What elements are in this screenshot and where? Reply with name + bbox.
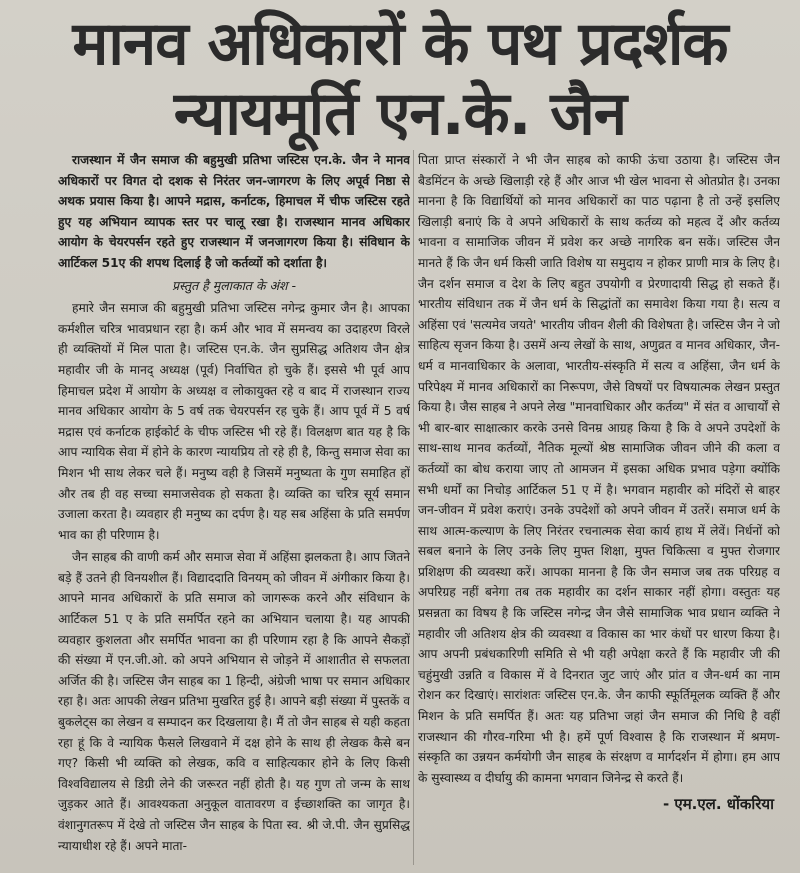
author-byline: - एम.एल. धोंकरिया	[662, 795, 774, 814]
column-divider	[413, 150, 414, 865]
interview-subheading: प्रस्तुत है मुलाकात के अंश -	[171, 277, 297, 293]
body-paragraph-3: पिता प्राप्त संस्कारों ने भी जैन साहब को काफी ऊंचा उठाया है। जस्टिस जैन बैडमिंटन के अच्छे खिलाड़ी रहे हैं और आज भी खेल भावना से ओतप्रोत है। उनका मानना है कि विद्यार्थियों को मानव अधिकारों का पाठ पढ़ाना है तो उन्हें इसलिए खिलाड़ी बनाएं कि वे अपने अधिकारों के साथ कर्तव्य को महत्व दें और कर्तव्य भावना व सामाजिक जीवन में प्रवेश कर अच्छे नागरिक बन सकें। जस्टिस जैन मानते हैं कि जैन धर्म किसी जाति विशेष या समुदाय न होकर प्राणी मात्र के लिए है। जैन दर्शन समाज व देश के लिए बहुत उपयोगी व प्रेरणादायी सिद्ध हो सकते हैं। भारतीय संविधान तक में जैन धर्म के सिद्धांतों का समावेश किया गया है। सत्य व अहिंसा एवं 'सत्यमेव जयते' भारतीय जीवन शैली की विशेषता है। जस्टिस जैन ने जो साहित्य सृजन किया है। उसमें अन्य लेखों के साथ, अणुव्रत व मानव अधिकार, जैन-धर्म व मानवाधिकार के अलावा, भारतीय-संस्कृति में सत्य व अहिंसा, जैन धर्म के परिपेक्ष्य में मानव अधिकारों का निरूपण, जैसे विषयों पर विषयात्मक लेखन प्रस्तुत किया है। जैस साहब ने अपने लेख "मानवाधिकार और कर्तव्य" में संत व आचार्यों से भी बार-बार साक्षात्कार करके उनसे विनम्र आग्रह किया है कि वे अपने उपदेशों के साथ-साथ मानव कर्तव्यों, नैतिक मूल्यों श्रेष्ठ सामाजिक जीवन जीने की कला व कर्तव्यों का बोध कराया जाए तो आमजन में इसका अधिक प्रभाव पड़ेगा क्योंकि सभी धर्मों का निचोड़ आर्टिकल 51 ए में है। भगवान महावीर को मंदिरों से बाहर जन-जीवन में प्रवेश कराएं। उनके उपदेशों को अपने जीवन में उतरें। समाज धर्म के साथ आत्म-कल्याण के लिए निरंतर रचनात्मक सेवा कार्य हाथ में लेवें। निर्धनों को सबल बनाने के लिए उनके लिए मुफ्त शिक्षा, मुफ्त चिकित्सा व मुफ्त रोजगार प्रशिक्षण की व्यवस्था करें। आपका मानना है कि जैन समाज जब तक परिग्रह व अपरिग्रह नहीं बनेगा तब तक महावीर का दर्शन साकार नहीं होगा। वस्तुतः यह प्रसन्नता का विषय है कि जस्टिस नगेन्द्र जैन जैसे सामाजिक भाव प्रधान व्यक्ति ने महावीर जी अतिशय क्षेत्र की व्यवस्था व विकास का भार कंधों पर धारण किया है। आप अपनी प्रबंधकारिणी समिति से भी यही अपेक्षा करते हैं कि महावीर जी की चहुंमुखी उन्नति व विकास में वे दिनरात जुट जाएं और प्रांत व जैन-धर्म का नाम रोशन कर दिखाएं। सारांशतः जस्टिस एन.के. जैन काफी स्फूर्तिमूलक व्यक्ति हैं और मिशन के प्रति समर्पित हैं। अतः यह प्रतिभा जहां जैन समाज की निधि है वहीं राजस्थान की गौरव-गरिमा भी है। हमें पूर्ण विश्वास है कि राजस्थान में श्रमण-संस्कृति का उन्नयन कर्मयोगी जैन साहब के संरक्षण व मार्गदर्शन में होगा। हम आप के सुस्वास्थ्य व दीर्घायु की कामना भगवान जिनेन्द्र से करते हैं।	[418, 153, 780, 785]
article-column-left	[58, 150, 410, 865]
body-paragraph-1: हमारे जैन समाज की बहुमुखी प्रतिभा जस्टिस नगेन्द्र कुमार जैन है। आपका कर्मशील चरित्र भावप्रधान रहा है। कर्म और भाव में समन्वय का उदाहरण विरले ही व्यक्तियों में मिल पाता है। जस्टिस एन.के. जैन सुप्रसिद्ध अतिशय जैन क्षेत्र महावीर जी के मानद् अध्यक्ष (पूर्व) निर्वाचित हो चुके हैं। इससे भी पूर्व आप हिमाचल प्रदेश में आयोग के अध्यक्ष व लोकायुक्त रहे व बाद में राजस्थान राज्य मानव अधिकार आयोग के 5 वर्ष तक चेयरपर्सन रह चुके हैं। आप पूर्व में 5 वर्ष मद्रास एवं कर्नाटक हाईकोर्ट के चीफ जस्टिस भी रहे हैं। विलक्षण बात यह है कि आप न्यायिक सेवा में होने के कारण न्यायप्रिय तो रहे ही है, किन्तु समाज सेवा का मिशन भी साथ लेकर चले हैं। मनुष्य वही है जिसमें मनुष्यता के गुण समाहित हों और तब ही वह सच्चा समाजसेवक हो सकता है। व्यक्ति का चरित्र सूर्य समान उजाला करता है। व्यवहार ही मनुष्य का दर्पण है। यह सब अहिंसा के प्रति समर्पण भाव का ही परिणाम है।	[58, 301, 410, 542]
headline-line-1: मानव अधिकारों के पथ प्रदर्शक	[72, 9, 728, 79]
article-column-right	[418, 150, 780, 865]
body-paragraph-2: जैन साहब की वाणी कर्म और समाज सेवा में अहिंसा झलकता है। आप जितने बड़े हैं उतने ही विनयशील हैं। विद्याददाति विनयम् को जीवन में अंगीकार किया है। आपने मानव अधिकारों के प्रति समाज को जागरूक करने और संविधान के आर्टिकल 51 ए के प्रति समर्पित रहने का अभियान चलाया है। यह आपकी व्यवहार कुशलता और समर्पित भावना का ही परिणाम रहा है कि आपने सैकड़ों की संख्या में एन.जी.ओ. को अपने अभियान से जोड़ने में आशातीत से सफलता अर्जित की है। जस्टिस जैन साहब का 1 हिन्दी, अंग्रेजी भाषा पर समान अधिकार रहा है। अतः आपकी लेखन प्रतिभा मुखरित हुई है। आपने बड़ी संख्या में पुस्तकें व बुकलेट्स का लेखन व सम्पादन कर दिखलाया है। मैं तो जैन साहब से यही कहता रहा हूं कि वे न्यायिक फैसले लिखवाने में दक्ष होने के साथ ही लेखक कैसे बन गए? किसी भी व्यक्ति को लेखक, कवि व साहित्यकार होने के लिए किसी विश्वविद्यालय से डिग्री लेने की जरूरत नहीं होती है। यह गुण तो जन्म के साथ जुड़कर आते हैं। आवश्यकता अनुकूल वातावरण व ईच्छाशक्ति का जागृत है। वंशानुगतरूप में देखे तो जस्टिस जैन साहब के पिता स्व. श्री जे.पी. जैन सुप्रसिद्ध न्यायाधीश रहे हैं। अपने माता-	[58, 550, 410, 853]
headline-line-2: न्यायमूर्ति एन.के. जैन	[173, 79, 627, 149]
intro-paragraph: राजस्थान में जैन समाज की बहुमुखी प्रतिभा जस्टिस एन.के. जैन ने मानव अधिकारों पर विगत दो दशक से निरंतर जन-जागरण के लिए अपूर्व निष्ठा से अथक प्रयास किया है। आपने मद्रास, कर्नाटक, हिमाचल में चीफ जस्टिस रहते हुए यह अभियान व्यापक स्तर पर चालू रखा है। राजस्थान मानव अधिकार आयोग के चेयरपर्सन रहते हुए राजस्थान में जनजागरण किया है। संविधान के आर्टिकल 51ए की शपथ दिलाई है जो कर्तव्यों को दर्शाता है।	[58, 153, 410, 270]
